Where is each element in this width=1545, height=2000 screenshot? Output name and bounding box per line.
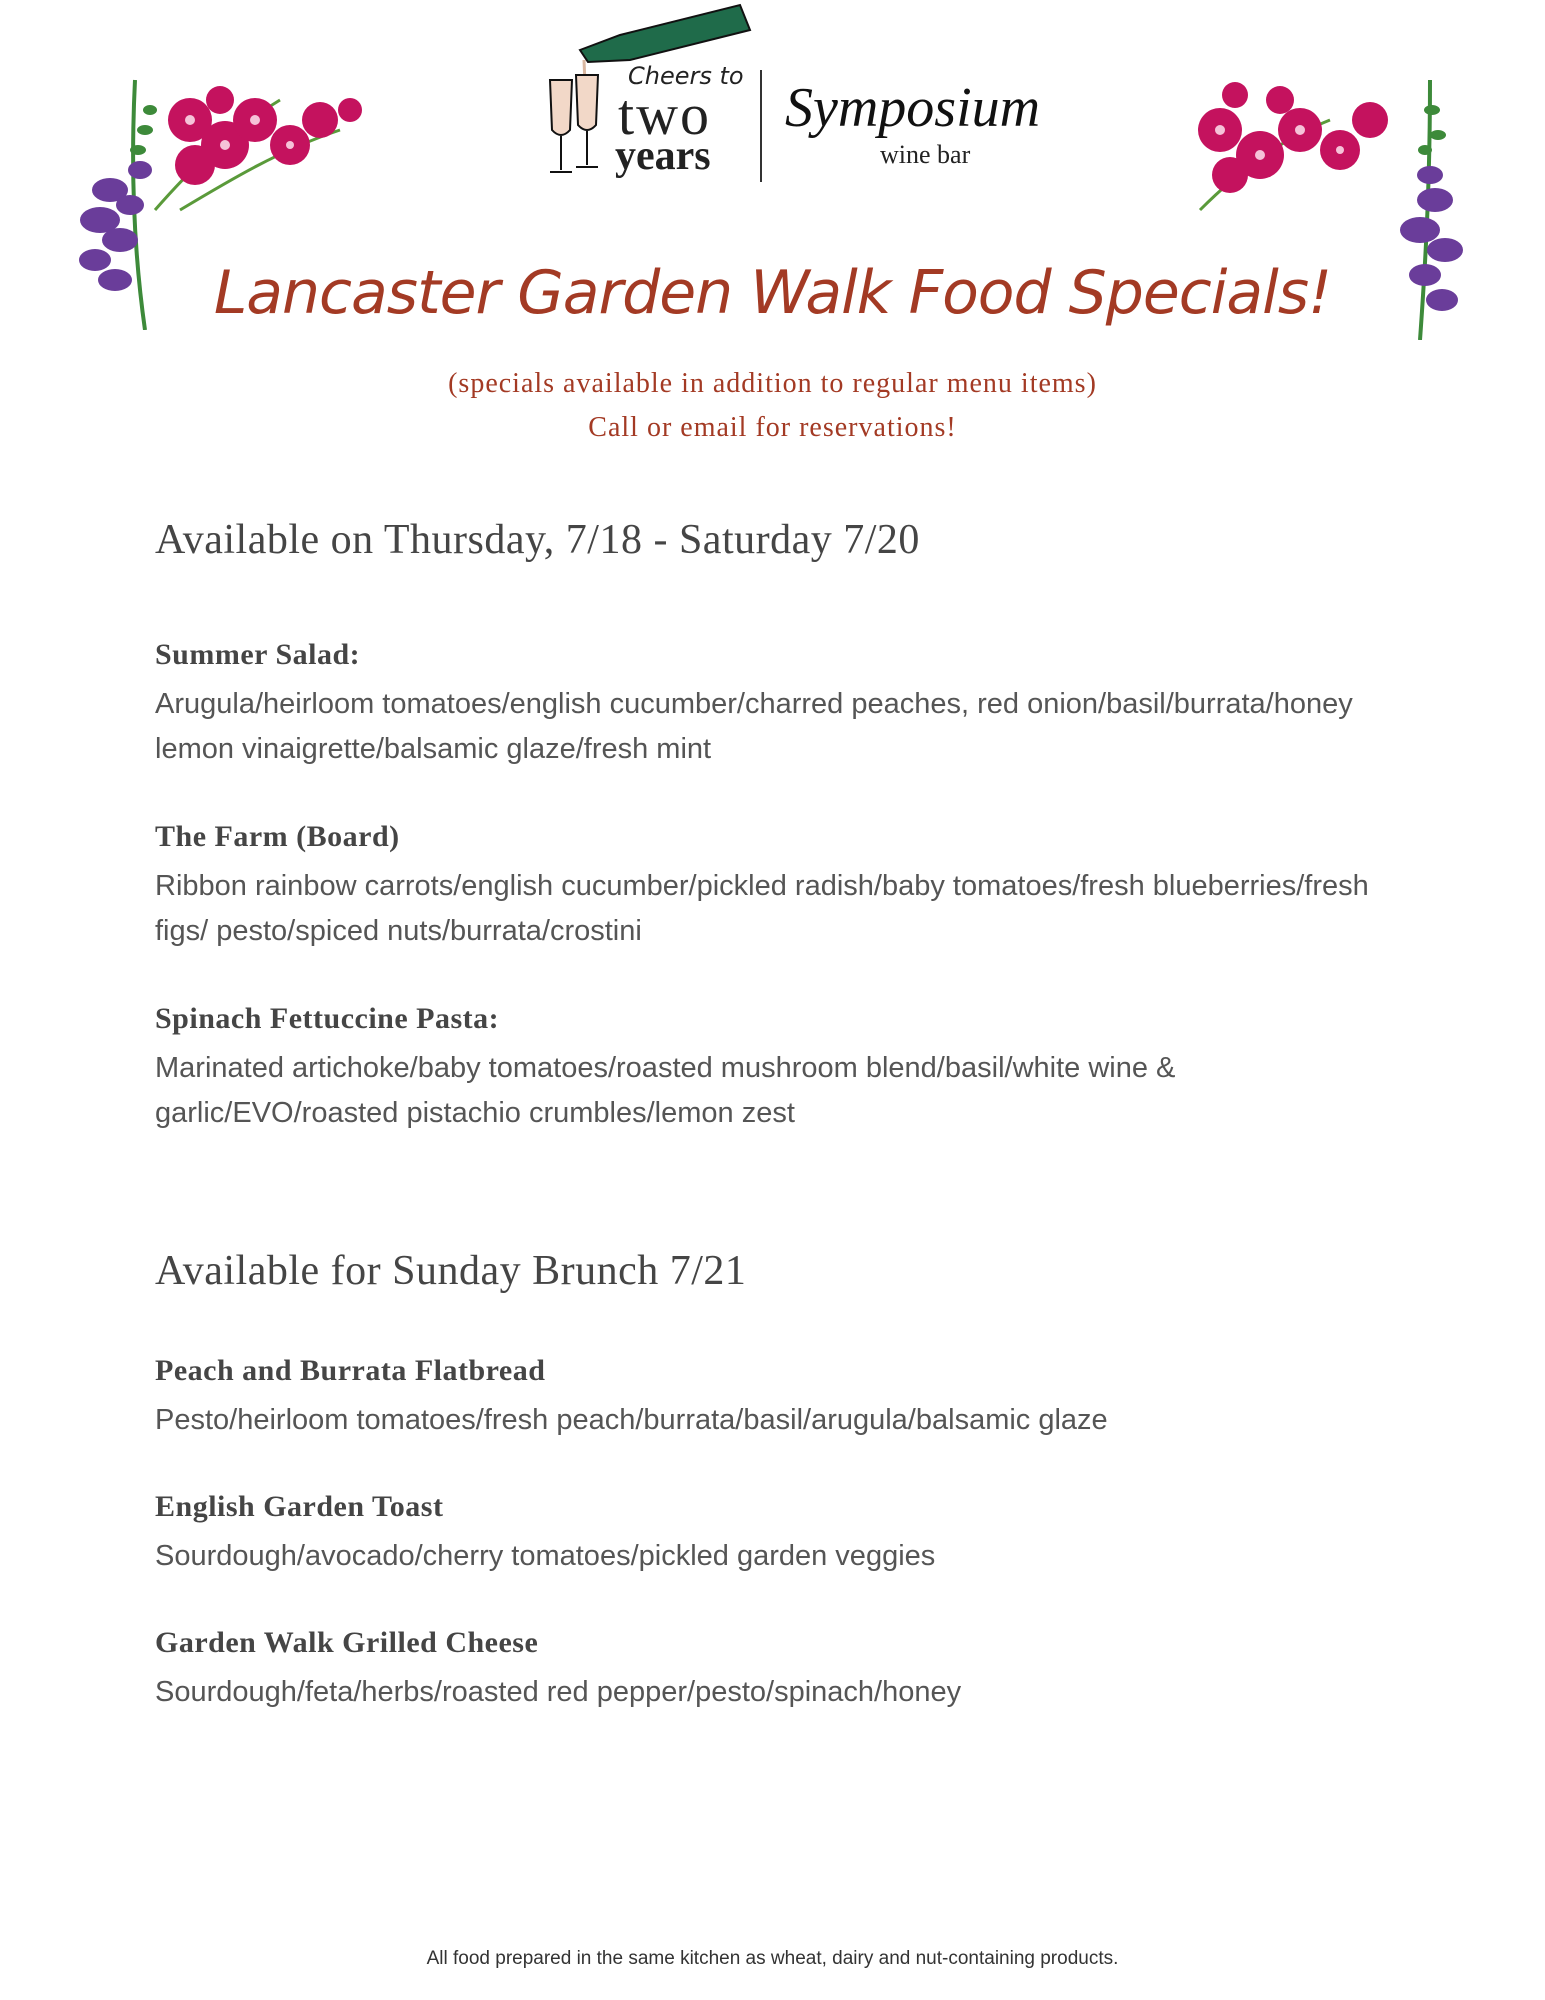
menu-item-name: Peach and Burrata Flatbread [155,1354,546,1387]
page-title: Lancaster Garden Walk Food Specials! [213,258,1332,328]
menu-item-name: English Garden Toast [155,1490,444,1523]
logo-two-text: two [618,82,711,147]
subtitle: (specials available in addition to regular menu items) [448,368,1097,399]
menu-item-desc: Marinated artichoke/baby tomatoes/roasted mushroom blend/basil/white wine & garlic/EVO/roasted pistachio crumbles/lemon zest [155,1052,1176,1129]
section-heading-sunday-brunch: Available for Sunday Brunch 7/21 [155,1248,747,1294]
logo-cheers-text: Cheers to [628,62,744,90]
logo-years-text: years [615,133,711,179]
menu-item-name: The Farm (Board) [155,820,400,853]
allergen-footer: All food prepared in the same kitchen as wheat, dairy and nut-containing products. [426,1948,1119,1969]
section-heading-thursday-saturday: Available on Thursday, 7/18 - Saturday 7/20 [155,517,920,563]
logo-brand-sub: wine bar [880,140,971,169]
menu-item-name: Summer Salad: [155,638,361,671]
menu-item-desc: Pesto/heirloom tomatoes/fresh peach/burrata/basil/arugula/balsamic glaze [155,1404,1108,1436]
logo-divider [760,70,762,182]
menu-item-name: Spinach Fettuccine Pasta: [155,1002,500,1035]
menu-item-desc: Ribbon rainbow carrots/english cucumber/pickled radish/baby tomatoes/fresh blueberries/fresh figs/ pesto/spiced nuts/burrata/crostini [155,870,1369,947]
reservations-note: Call or email for reservations! [588,412,957,443]
menu-item-desc: Arugula/heirloom tomatoes/english cucumber/charred peaches, red onion/basil/burrata/honey lemon vinaigrette/balsamic glaze/fresh mint [155,688,1353,765]
menu-item-name: Garden Walk Grilled Cheese [155,1626,539,1659]
logo [540,0,1041,190]
menu-item-desc: Sourdough/avocado/cherry tomatoes/pickled garden veggies [155,1540,936,1572]
logo-brand: Symposium [785,77,1041,139]
menu-item-desc: Sourdough/feta/herbs/roasted red pepper/pesto/spinach/honey [155,1676,962,1708]
